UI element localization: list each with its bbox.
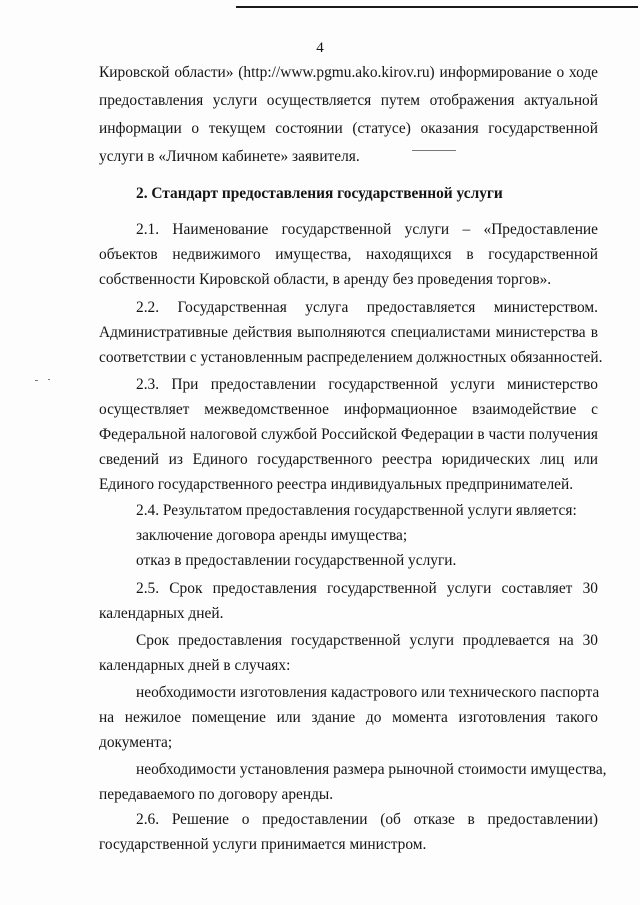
body-line: Кировской области» (http://www.pgmu.ako.kirov.ru) информирование о ходе bbox=[99, 64, 598, 81]
scan-speck bbox=[35, 380, 38, 381]
body-line: 2.5. Срок предоставления государственной услуги составляет 30 bbox=[136, 580, 598, 597]
body-line: необходимости установления размера рыночной стоимости имущества, bbox=[136, 761, 607, 778]
body-line: государственной услуги принимается министром. bbox=[99, 836, 427, 853]
body-line: объектов недвижимого имущества, находящихся в государственной bbox=[99, 246, 598, 263]
body-line: Срок предоставления государственной услуги продлевается на 30 bbox=[136, 632, 598, 649]
body-line: заключение договора аренды имущества; bbox=[136, 527, 408, 544]
body-line: услуги в «Личном кабинете» заявителя. bbox=[99, 148, 360, 165]
body-line: 2.3. При предоставлении государственной услуги министерство bbox=[136, 376, 598, 393]
section-heading: 2. Стандарт предоставления государственной услуги bbox=[136, 185, 503, 202]
body-line: отказ в предоставлении государственной услуги. bbox=[136, 552, 457, 569]
body-line: Единого государственного реестра индивидуальных предпринимателей. bbox=[99, 476, 574, 493]
body-line: информации о текущем состоянии (статусе) оказания государственной bbox=[99, 120, 598, 137]
body-line: соответствии с установленным распределением должностных обязанностей. bbox=[99, 349, 603, 366]
body-line: 2.1. Наименование государственной услуги – «Предоставление bbox=[136, 221, 598, 238]
scan-speck bbox=[412, 150, 456, 151]
body-line: предоставления услуги осуществляется путем отображения актуальной bbox=[99, 92, 598, 109]
body-line: календарных дней. bbox=[99, 605, 224, 622]
body-line: календарных дней в случаях: bbox=[99, 657, 291, 674]
body-line: 2.6. Решение о предоставлении (об отказе в предоставлении) bbox=[136, 811, 598, 828]
scan-speck bbox=[48, 379, 50, 380]
body-line: необходимости изготовления кадастрового или технического паспорта bbox=[136, 684, 600, 701]
body-line: Федеральной налоговой службой Российской Федерации в части получения bbox=[99, 426, 598, 443]
body-line: передаваемого по договору аренды. bbox=[99, 786, 334, 803]
body-line: 2.4. Результатом предоставления государственной услуги является: bbox=[136, 502, 577, 519]
page-number: 4 bbox=[316, 40, 324, 56]
top-rule bbox=[236, 6, 638, 8]
body-line: на нежилое помещение или здание до момента изготовления такого bbox=[99, 709, 598, 726]
body-line: собственности Кировской области, в аренду без проведения торгов». bbox=[99, 271, 552, 288]
body-line: сведений из Единого государственного реестра юридических лиц или bbox=[99, 451, 598, 468]
body-line: 2.2. Государственная услуга предоставляется министерством. bbox=[136, 299, 598, 316]
body-line: документа; bbox=[99, 734, 173, 751]
body-line: осуществляет межведомственное информационное взаимодействие с bbox=[99, 401, 598, 418]
body-line: Административные действия выполняются специалистами министерства в bbox=[99, 324, 598, 341]
